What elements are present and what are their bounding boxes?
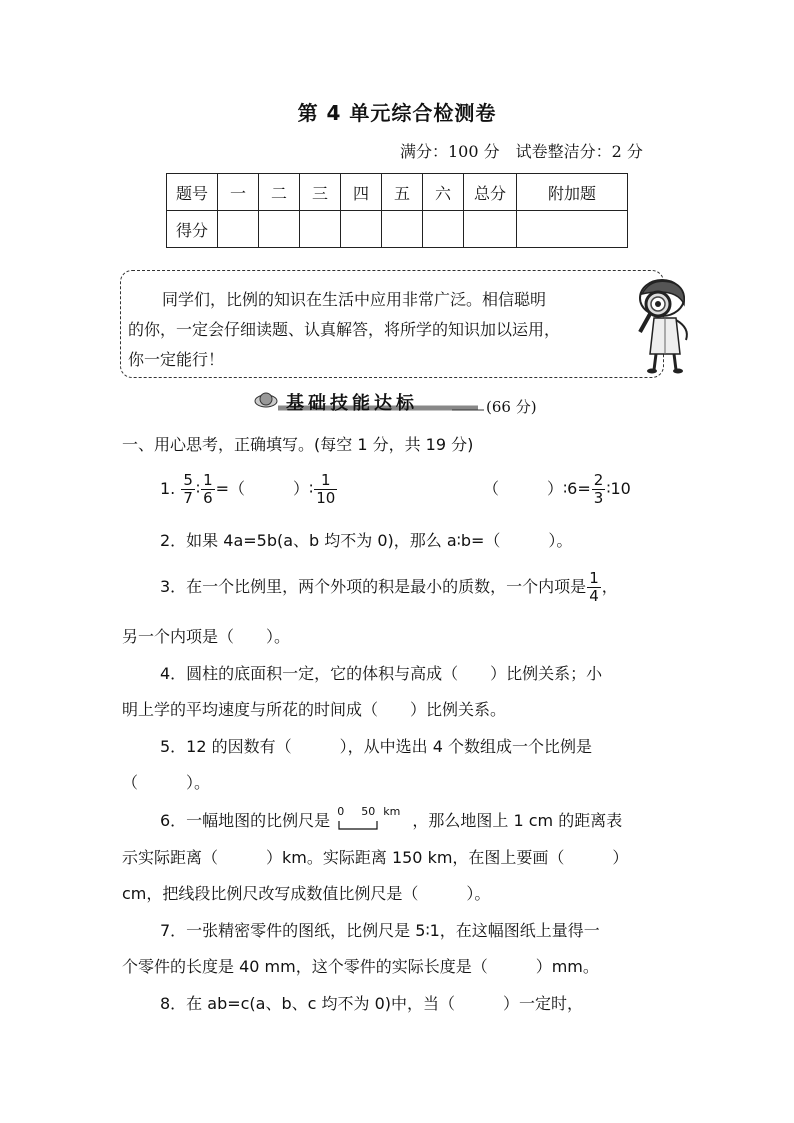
question-number: 1. — [160, 479, 176, 498]
intro-line: 你一定能行！ — [128, 350, 225, 369]
part-title: 一、用心思考，正确填写。(每空 1 分，共 19 分) — [122, 435, 474, 454]
fraction-denominator: 3 — [593, 489, 604, 507]
fraction — [314, 472, 337, 507]
score-table-row-label: 得分 — [167, 211, 218, 248]
score-info: 满分：100 分 试卷整洁分：2 分 — [400, 142, 643, 161]
mascot-magnifier-icon — [620, 278, 700, 374]
score-input-cell[interactable] — [517, 211, 628, 248]
fraction — [201, 472, 215, 507]
page-title: 第 4 单元综合检测卷 — [297, 101, 497, 125]
scale-zero-label: 0 — [337, 804, 345, 818]
question-6-line-2: 示实际距离（ ）km。实际距离 150 km，在图上要画（ ） — [122, 848, 629, 867]
question-6-line-3: cm，把线段比例尺改写成数值比例尺是（ ）。 — [122, 884, 491, 903]
ratio-tail: ∶10 — [606, 479, 631, 498]
fraction — [587, 570, 601, 605]
fraction-numerator: 1 — [314, 472, 337, 490]
question-7-line-2: 个零件的长度是 40 mm，这个零件的实际长度是（ ）mm。 — [122, 957, 599, 976]
score-input-cell[interactable] — [300, 211, 341, 248]
score-input-cell[interactable] — [423, 211, 464, 248]
score-table-score-row — [167, 211, 628, 248]
score-table-header-cell: 附加题 — [517, 174, 628, 211]
fraction — [181, 472, 195, 507]
question-text: 3．在一个比例里，两个外项的积是最小的质数，一个内项是 — [160, 577, 587, 596]
intro-text — [128, 285, 628, 375]
score-table-header-cell: 总分 — [464, 174, 517, 211]
question-1 — [160, 472, 338, 507]
question-6-line-1 — [160, 804, 623, 833]
score-table-header-cell: 五 — [382, 174, 423, 211]
question-3-line-2: 另一个内项是（ ）。 — [122, 627, 291, 646]
fraction — [592, 472, 606, 507]
answer-blank[interactable]: =（ ）∶ — [215, 479, 314, 498]
fraction-denominator: 10 — [316, 489, 336, 507]
score-input-cell[interactable] — [218, 211, 259, 248]
fraction-denominator: 7 — [183, 489, 193, 507]
score-input-cell[interactable] — [464, 211, 517, 248]
score-input-cell[interactable] — [259, 211, 300, 248]
intro-line: 同学们，比例的知识在生活中应用非常广泛。相信聪明 — [162, 290, 547, 309]
score-table-header-cell: 三 — [300, 174, 341, 211]
scale-unit-label: km — [383, 804, 401, 818]
intro-line: 的你，一定会仔细读题、认真解答，将所学的知识加以运用， — [128, 320, 561, 339]
ratio-colon: ∶ — [195, 479, 201, 498]
question-7-line-1: 7．一张精密零件的图纸，比例尺是 5∶1，在这幅图纸上量得一 — [160, 921, 600, 940]
question-text: ， — [601, 577, 618, 596]
score-table — [166, 173, 628, 248]
fraction-numerator: 5 — [183, 471, 193, 489]
score-table-header-cell: 一 — [218, 174, 259, 211]
question-2: 2．如果 4a=5b(a、b 均不为 0)，那么 a∶b=（ ）。 — [160, 531, 573, 550]
score-table-header-cell: 二 — [259, 174, 300, 211]
section-title: 基础技能达标 — [286, 393, 418, 414]
fraction-numerator: 1 — [203, 471, 213, 489]
score-input-cell[interactable] — [382, 211, 423, 248]
scale-fifty-label: 50 — [361, 804, 376, 818]
fraction-numerator: 1 — [589, 569, 599, 587]
question-8-line-1: 8．在 ab=c(a、b、c 均不为 0)中，当（ ）一定时， — [160, 994, 584, 1013]
score-table-header-cell: 四 — [341, 174, 382, 211]
score-table-header-cell: 六 — [423, 174, 464, 211]
answer-blank[interactable]: （ ）∶6= — [483, 479, 591, 498]
scale-line-icon — [335, 819, 381, 831]
question-1-part-b — [483, 472, 631, 507]
fraction-numerator: 2 — [593, 471, 604, 489]
question-4-line-1: 4．圆柱的底面积一定，它的体积与高成（ ）比例关系；小 — [160, 664, 603, 683]
scale-bar — [335, 804, 407, 833]
question-5-line-1: 5．12 的因数有（ ），从中选出 4 个数组成一个比例是 — [160, 737, 592, 756]
question-3-line-1 — [160, 570, 618, 605]
fraction-denominator: 6 — [203, 489, 213, 507]
question-4-line-2: 明上学的平均速度与所花的时间成（ ）比例关系。 — [122, 700, 507, 719]
score-table-header-row — [167, 174, 628, 211]
section-score: (66 分) — [486, 398, 537, 416]
question-text: ，那么地图上 1 cm 的距离表 — [412, 811, 623, 830]
score-input-cell[interactable] — [341, 211, 382, 248]
question-5-line-2: （ ）。 — [122, 773, 211, 792]
fraction-denominator: 4 — [589, 587, 599, 605]
score-table-header-label: 题号 — [167, 174, 218, 211]
question-text: 6．一幅地图的比例尺是 — [160, 811, 331, 830]
